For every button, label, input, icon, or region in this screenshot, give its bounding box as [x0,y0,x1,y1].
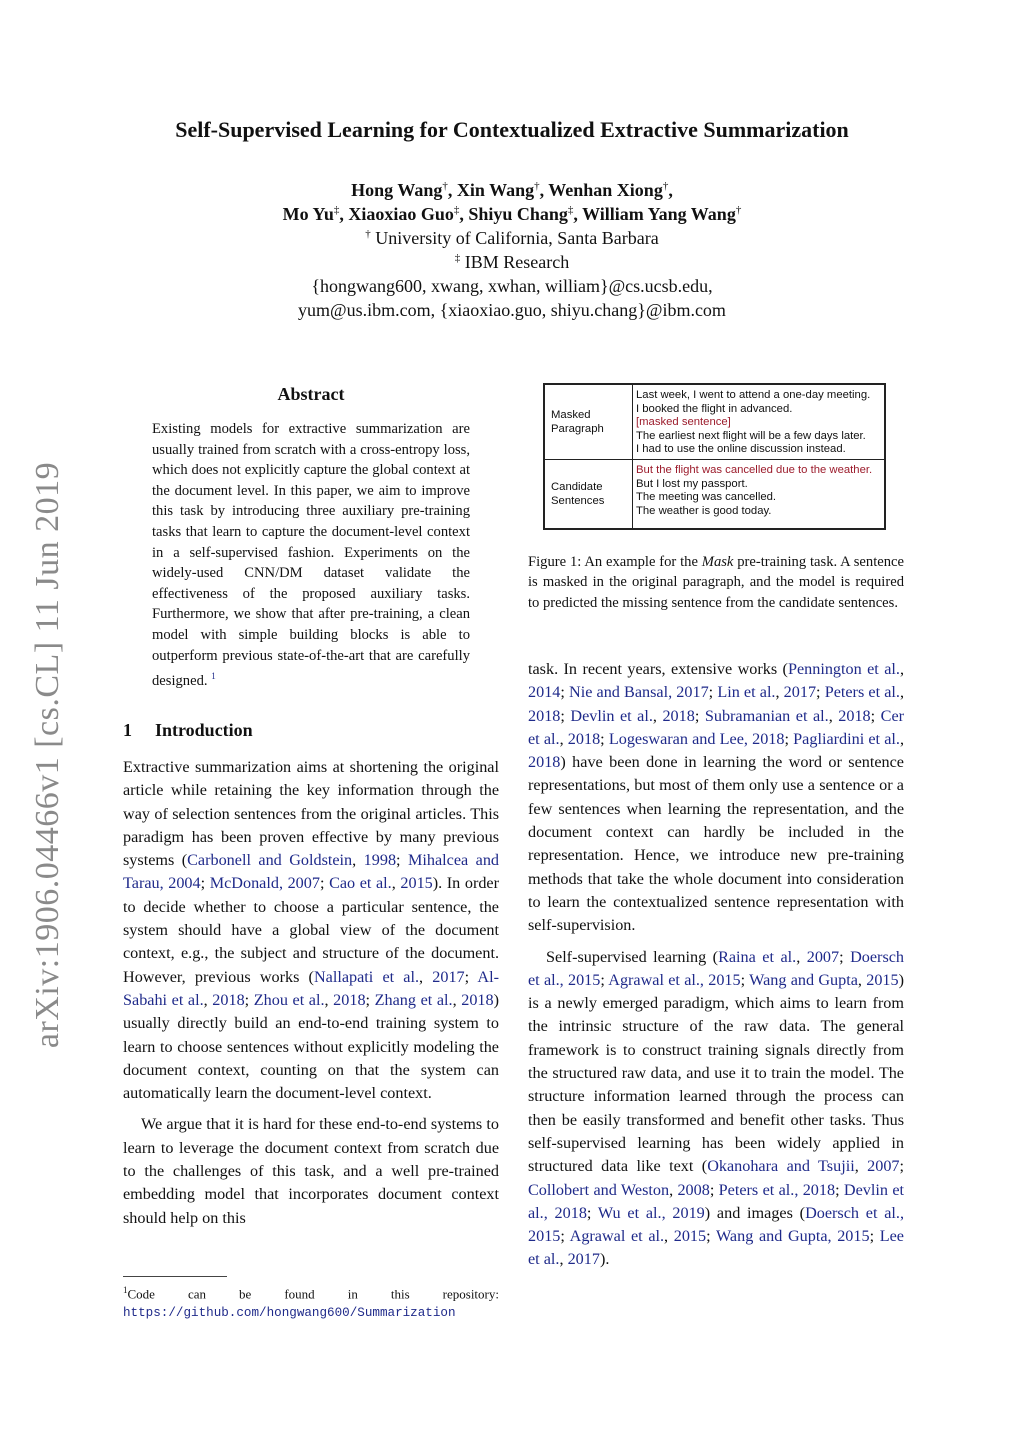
body-text: ; [244,990,254,1009]
citation-link[interactable]: 2018 [838,706,871,725]
citation-link[interactable]: 2014 [528,683,561,702]
body-text: , [664,1227,674,1246]
citation-link[interactable]: 2017 [432,967,465,986]
citation-link[interactable]: Mihalcea and Tarau, 2004 [123,851,500,893]
citation-link[interactable]: 2007 [867,1157,900,1176]
body-text: , [854,1157,868,1176]
citation-link[interactable]: 2015 [400,874,433,893]
citation-link[interactable]: 2007 [806,947,840,966]
affiliation-mark: ‡ [567,204,574,216]
body-text: ; [870,706,881,725]
citation-link[interactable]: Pennington et al. [787,660,900,678]
citation-link[interactable]: 2018 [528,706,561,725]
double-dagger-mark: ‡ [454,252,461,264]
body-text: ; [600,729,609,748]
body-text: ; [835,1180,844,1199]
repository-link[interactable]: https://github.com/hongwang600/Summarization [123,1306,456,1321]
figure-sentence: The earliest next flight will be a few days later. [636,429,866,442]
author-separator: , [459,204,469,224]
caption-rest: pre-training task. A sentence is masked in the original paragraph, and the model is required to predicted the missing sentence from the candidate sentences. [528,554,904,611]
body-text: Self-supervised learning ( [546,947,719,966]
figure-1-table [543,383,886,530]
citation-link[interactable]: Wang and Gupta, 2015 [715,1227,870,1246]
citation-link[interactable]: Devlin et al. [570,706,653,725]
body-text: , [559,729,568,748]
citation-link[interactable]: 2015 [866,970,899,989]
body-text: , [652,706,663,725]
footnote-ref[interactable]: 1 [211,671,216,682]
body-text: , [203,990,213,1009]
citation-link[interactable]: Lee et al. [528,1227,904,1269]
citation-link[interactable]: McDonald, 2007 [209,874,320,893]
author-line-1 [0,178,1024,202]
citation-link[interactable]: 1998 [363,851,397,870]
body-text: ; [816,683,825,702]
affiliation-mark: † [735,204,742,216]
citation-link[interactable]: 2018 [528,753,561,772]
citation-link[interactable]: Devlin et al., 2018 [528,1180,904,1222]
citation-link[interactable]: Al-Sabahi et al. [123,967,499,1009]
citation-link[interactable]: 2015 [673,1227,707,1246]
body-text: , [899,683,904,702]
citation-link[interactable]: 2018 [212,990,245,1009]
arxiv-identifier [18,455,78,1055]
intro-paragraph-4 [528,946,904,1272]
body-text: , [419,967,433,986]
email-line-1: {hongwang600, xwang, xwhan, william}@cs.ucsb.edu, [311,276,713,296]
section-title: Introduction [155,720,253,740]
citation-link[interactable]: Agrawal et al., 2015 [608,970,741,989]
footnote-mark: 1 [123,1285,128,1295]
citation-link[interactable]: Cao et al. [329,874,392,893]
body-text: We argue that it is hard for these end-to-end systems to learn to leverage the document context from scratch due to the challenges of this task, and a well pre-trained embedding model that incorporates document context should help on this [123,1115,499,1227]
figure-sentence: I booked the flight in advanced. [636,402,793,415]
citation-link[interactable]: 2018 [333,990,366,1009]
affiliation-mark: ‡ [333,204,340,216]
affiliation-mark: † [662,180,669,192]
body-text: ; [560,683,570,702]
intro-paragraph-2 [123,1113,499,1229]
citation-link[interactable]: Cer et al. [528,706,905,748]
paper-title: Self-Supervised Learning for Contextualized Extractive Summarization [175,117,849,142]
footnote-rule [123,1276,227,1277]
body-text: ) and images ( [704,1203,806,1222]
author-separator: , [447,180,457,200]
body-text: ; [899,1157,905,1176]
body-text: , [324,990,334,1009]
body-text: ; [709,1180,719,1199]
body-text: ; [784,729,794,748]
body-text: ; [708,683,718,702]
body-text: ; [839,947,851,966]
affiliation-ibm [0,250,1024,274]
abstract-heading: Abstract [277,384,345,404]
citation-link[interactable]: 2018 [662,706,695,725]
citation-link[interactable]: Logeswaran and Lee, 2018 [608,729,785,748]
author-separator: , [539,180,549,200]
body-text: ; [586,1203,598,1222]
citation-link[interactable]: Zhou et al. [253,990,325,1009]
figure-sentence: I had to use the online discussion instead. [636,443,846,456]
citation-link[interactable]: 2018 [567,729,601,748]
dagger-mark: † [365,228,371,240]
body-text: ; [560,706,571,725]
footnote-text: Code can be found in this repository: [127,1286,499,1302]
citation-link[interactable]: Peters et al., 2018 [718,1180,836,1199]
citation-link[interactable]: Doersch et al., 2015 [528,947,905,989]
body-text: ; [869,1227,880,1246]
author-name: Mo Yu [282,204,334,224]
citation-link[interactable]: Nallapati et al. [313,967,420,986]
citation-link[interactable]: Peters et al. [824,683,900,702]
affiliation-ucsb-text: University of California, Santa Barbara [370,228,659,248]
body-text: , [391,874,401,893]
body-text: ). In order to decide whether to choose a particular sentence, the system should have a global view of the document context, e.g., the subject and structure of the document. However, previous works ( [123,874,500,986]
footnote [123,1281,499,1322]
figure-sentence: The meeting was cancelled. [636,491,777,504]
body-text: , [775,683,784,702]
body-text: ; [740,970,750,989]
body-text: , [352,851,364,870]
figure-sentence: But I lost my passport. [636,477,748,490]
body-text: , [828,706,839,725]
citation-link[interactable]: 2008 [677,1180,710,1199]
caption-prefix: Figure 1: An example for the [528,554,702,570]
affiliation-mark: † [442,180,448,192]
intro-paragraph-3 [528,658,904,938]
body-text: Extractive summarization aims at shortening the original article while retaining the key information through the way of selection sentences from the original articles. This paradigm has been proven effective by many previous systems ( [123,758,499,870]
author-name: Shiyu Chang [468,204,568,224]
body-text: , [559,1250,568,1269]
arxiv-id-text: arXiv:1906.04466v1 [cs.CL] 11 Jun 2019 [29,461,66,1049]
body-text: ; [560,1227,570,1246]
citation-link[interactable]: Pagliardini et al. [793,729,900,748]
highlighted-sentence: But the flight was cancelled due to the weather. [636,464,873,476]
body-text: ) usually directly build an end-to-end training system to learn to choose sentences without explicitly modeling the document context, counting on that the system can automatically learn the document-level context. [123,990,499,1103]
section-number: 1 [123,720,132,740]
caption-emphasis: Mask [701,554,734,570]
right-column [528,658,904,1280]
section-heading [123,720,253,741]
body-text: ). [599,1250,610,1269]
body-text: ; [319,874,330,893]
figure-sentence: Last week, I went to attend a one-day meeting. [636,389,871,401]
citation-link[interactable]: 2017 [567,1250,600,1269]
citation-link[interactable]: Carbonell and Goldstein [187,851,353,870]
abstract-text: Existing models for extractive summarization are usually trained from scratch with a cross-entropy loss, which does not explicitly capture the global context at the document level. In this paper, we aim to improve this task by introducing three auxiliary pre-training tasks that learn to capture the document-level context in a self-supervised fashion. Experiments on the widely-used CNN/DM dataset validate the effectiveness of the proposed auxiliary tasks. Furthermore, we show that after pre-training, a clean model with simple building blocks is able to outperform previous state-of-the-art that are carefully designed. [152,421,470,689]
citation-link[interactable]: 2017 [783,683,817,702]
citation-link[interactable]: Collobert and Weston [528,1180,670,1199]
body-text: ; [200,874,210,893]
body-text: ; [365,990,375,1009]
body-text: , [669,1180,678,1199]
body-text: task. In recent years, extensive works ( [528,660,788,678]
author-name: Wenhan Xiong [548,180,663,200]
affiliation-ibm-text: IBM Research [460,252,570,272]
candidate-sentences-label: Candidate Sentences [545,459,633,528]
author-separator: , [668,180,673,200]
left-column [123,756,499,1238]
body-text: ; [600,970,609,989]
author-separator: , [339,204,349,224]
citation-link[interactable]: 2018 [461,990,494,1009]
body-text: , [796,947,807,966]
body-text: , [452,990,462,1009]
citation-link[interactable]: Raina et al. [718,947,797,966]
citation-link[interactable]: Doersch et al., 2015 [528,1203,905,1246]
intro-paragraph-1 [123,756,499,1105]
body-text: ; [464,967,478,986]
body-text: , [899,660,904,678]
affiliation-mark: ‡ [453,204,460,216]
figure-1-caption [528,552,904,613]
author-name: Xiaoxiao Guo [348,204,454,224]
candidate-sentences-text [633,459,884,528]
body-text: , [899,729,904,748]
citation-link[interactable]: Nie and Bansal, 2017 [569,683,709,702]
citation-link[interactable]: Wu et al., 2019 [597,1203,705,1222]
body-text: , [857,970,867,989]
affiliation-ucsb [0,226,1024,250]
citation-link[interactable]: Lin et al. [717,683,776,702]
masked-paragraph-text [633,385,884,459]
citation-link[interactable]: Zhang et al. [374,990,453,1009]
email-line-2: yum@us.ibm.com, {xiaoxiao.guo, shiyu.chang}@ibm.com [298,300,726,320]
body-text: ; [706,1227,716,1246]
highlighted-sentence: [masked sentence] [636,416,731,429]
author-line-2 [0,202,1024,226]
body-text: ; [396,851,408,870]
citation-link[interactable]: Agrawal et al. [569,1227,665,1246]
author-block [0,178,1024,322]
author-name: William Yang Wang [582,204,736,224]
abstract-body [152,419,470,692]
citation-link[interactable]: Wang and Gupta [749,970,858,989]
masked-paragraph-label: Masked Paragraph [545,385,633,459]
body-text: ) is a newly emerged paradigm, which aims to learn from the intrinsic structure of the raw data. The general framework is to construct training signals directly from the structured raw data, and use it to train the model. The structure information learned through the process can then be easily transformed and benefit other tasks. Thus self-supervised learning has been widely applied in structured data like text ( [528,970,904,1176]
author-name: Xin Wang [456,180,535,200]
author-name: Hong Wang [351,180,443,200]
figure-sentence: The weather is good today. [636,504,772,517]
affiliation-mark: † [534,180,540,192]
author-separator: , [573,204,583,224]
citation-link[interactable]: Okanohara and Tsujii [707,1157,855,1176]
body-text: ; [694,706,705,725]
citation-link[interactable]: Subramanian et al. [704,706,829,725]
body-text: ) have been done in learning the word or sentence representations, but most of them only use a sentence or a few sentences when learning the representation, and the document context can hardly be included in the representation. Hence, we introduce new pre-training methods that take the whole document into consideration to learn the contextualized sentence representation with self-supervision. [528,753,904,935]
